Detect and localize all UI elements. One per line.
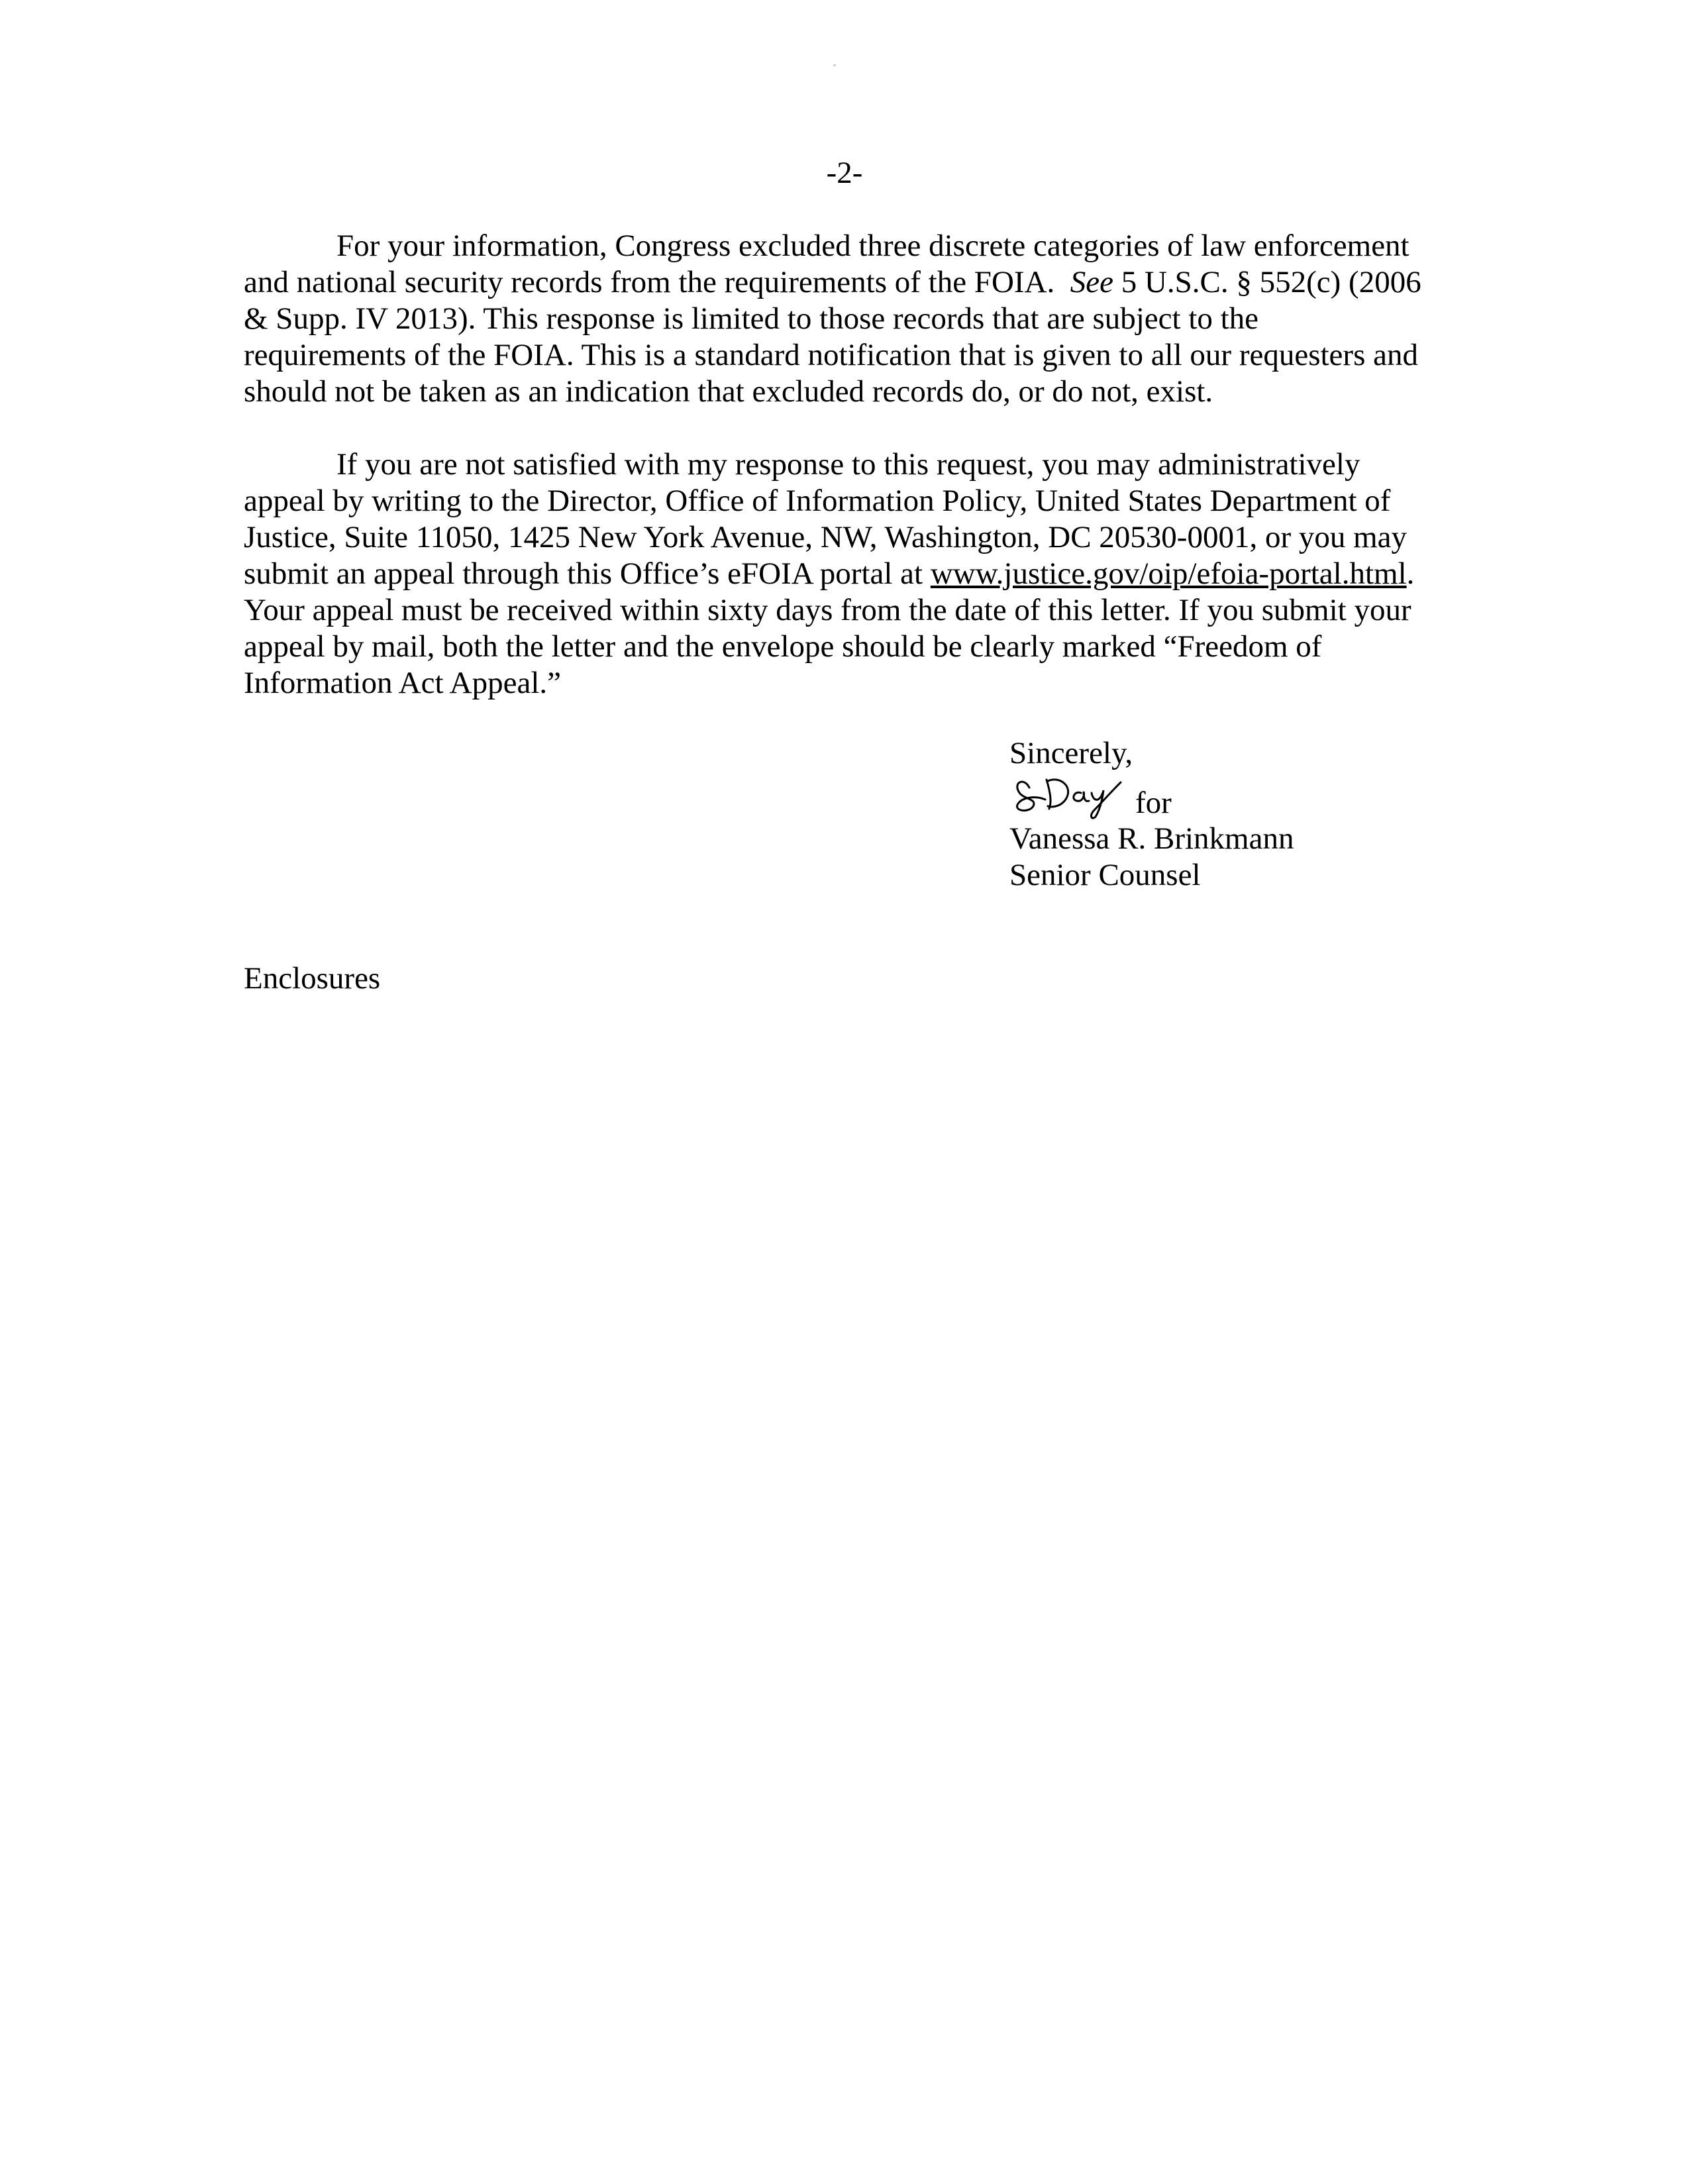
paragraph-line: Your appeal must be received within sixty days from the date of this letter. If you submit your	[244, 593, 1411, 627]
signature-block	[1009, 735, 1473, 894]
paragraph-line	[244, 556, 1476, 592]
handwritten-signature	[1009, 768, 1135, 821]
salutation: Sincerely,	[1009, 736, 1133, 770]
signature-row	[1009, 772, 1473, 821]
appeal-rights-paragraph	[244, 446, 1476, 702]
statute-citation: 5 U.S.C. § 552(c) (2006	[1121, 265, 1421, 299]
paragraph-line: Information Act Appeal.”	[244, 666, 561, 700]
paragraph-line: & Supp. IV 2013). This response is limited to those records that are subject to the	[244, 301, 1259, 336]
paragraph-line: For your information, Congress excluded three discrete categories of law enforcement	[336, 229, 1409, 263]
scan-speck	[833, 64, 836, 66]
exclusion-notice-paragraph	[244, 228, 1476, 410]
enclosures-label: Enclosures	[244, 961, 381, 996]
paragraph-line: appeal by writing to the Director, Office of Information Policy, United States Department of	[244, 484, 1391, 518]
paragraph-text: .	[1406, 556, 1415, 591]
paragraph-line: appeal by mail, both the letter and the envelope should be clearly marked “Freedom of	[244, 629, 1322, 664]
paragraph-line: Justice, Suite 11050, 1425 New York Avenue, NW, Washington, DC 20530-0001, or you may	[244, 520, 1408, 554]
citation-signal: See	[1070, 265, 1113, 299]
page-number: -2-	[826, 156, 863, 190]
signer-name: Vanessa R. Brinkmann	[1009, 821, 1294, 856]
paragraph-text: submit an appeal through this Office’s eFOIA portal at	[244, 556, 923, 591]
paragraph-line: If you are not satisfied with my response to this request, you may administratively	[336, 447, 1360, 482]
efoia-portal-link[interactable]: www.justice.gov/oip/efoia-portal.html	[930, 556, 1407, 591]
paragraph-text: and national security records from the requirements of the FOIA.	[244, 265, 1055, 299]
paragraph-line: should not be taken as an indication that excluded records do, or do not, exist.	[244, 374, 1213, 409]
paragraph-line	[244, 264, 1476, 301]
signature-for-text: for	[1135, 786, 1172, 820]
paragraph-line: requirements of the FOIA. This is a standard notification that is given to all our requesters and	[244, 338, 1418, 372]
signer-title: Senior Counsel	[1009, 858, 1201, 892]
